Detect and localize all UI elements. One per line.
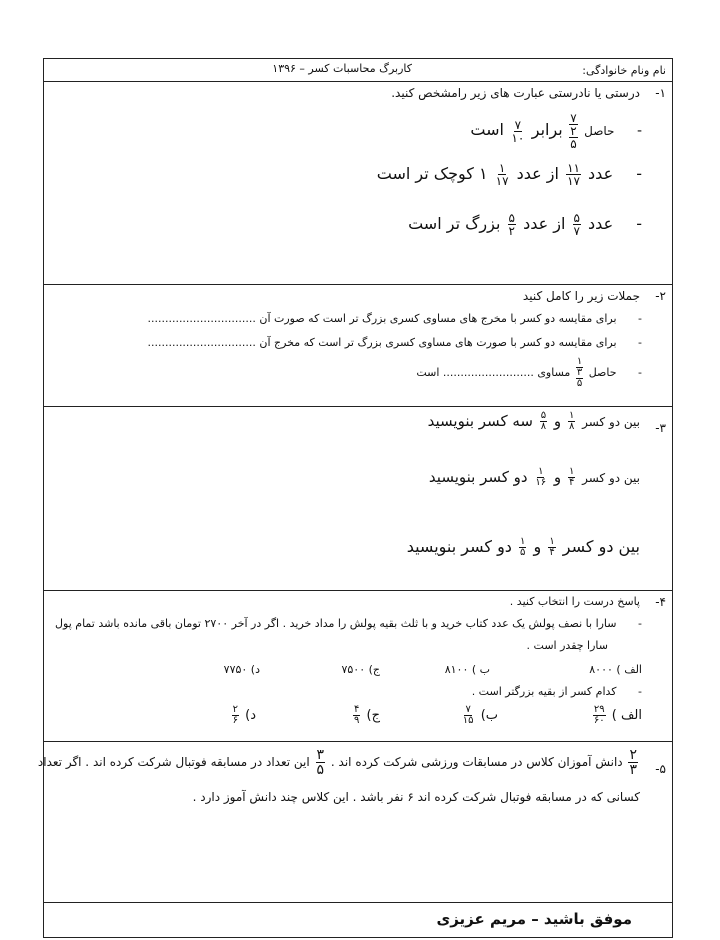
name-label: نام ونام خانوادگی:: [582, 64, 666, 77]
q4-option-a[interactable]: الف ) ۸۰۰۰: [589, 663, 642, 676]
item-text: و: [553, 412, 562, 430]
problem-text: کدام کسر از بقیه بزرگتر است .: [471, 685, 617, 698]
q3-item-2: [429, 467, 640, 488]
fraction: $\frac{۲}{۳}$: [629, 747, 637, 778]
fraction: $\frac{۱}{۱۶}$: [535, 466, 547, 488]
footer-text: موفق باشید – مریم عزیزی: [436, 910, 632, 928]
q4-fraction-option-d[interactable]: [230, 705, 256, 726]
q4-problem-2: [472, 685, 642, 698]
q2-item-2: [147, 336, 642, 349]
question-4: [43, 590, 673, 742]
fraction: $\frac{۲}{۶}$: [232, 704, 238, 726]
q4-option-d[interactable]: د) ۷۷۵۰: [223, 663, 260, 676]
item-text: ۱ کوچک تر است: [376, 164, 488, 183]
fraction: $\frac{۴}{۹}$: [354, 704, 360, 726]
bullet: -: [638, 312, 642, 325]
q2-number: ۲-: [655, 289, 666, 303]
q1-prompt: درستی یا نادرستی عبارت های زیر رامشخص کنید.: [391, 86, 640, 100]
q5-line-1: [38, 748, 640, 777]
question-5: [37, 741, 673, 903]
item-text: دو کسر بنویسید: [428, 468, 528, 486]
bullet: -: [636, 164, 642, 183]
item-text: برای مقایسه دو کسر با مخرج های مساوی کسری بزرگ تر است که صورت آن ...............................: [147, 312, 617, 325]
item-text: حاصل: [584, 124, 615, 138]
fraction: $\frac{۷}{۱۵}$: [462, 704, 474, 726]
fraction: $\frac{۵}{۸}$: [540, 410, 547, 432]
item-text: بین دو کسر: [562, 537, 640, 556]
problem-text: سارا با نصف پولش یک عدد کتاب خرید و با ثلث بقیه پولش را مداد خرید . اگر در آخر ۲۷۰۰ تومان باقی مانده باشد تمام پول: [55, 617, 617, 630]
q1-item-1: [470, 112, 642, 150]
item-text: برای مقایسه دو کسر با صورت های مساوی کسری بزرگ تر است که مخرج آن ...............................: [147, 336, 617, 349]
q4-problem-1-line-2: سارا چقدر است .: [526, 639, 608, 652]
bullet: -: [638, 366, 642, 379]
item-text: بزرگ تر است: [408, 214, 501, 233]
item-text: است: [470, 120, 504, 139]
q4-fraction-option-a[interactable]: [591, 705, 642, 726]
option-label: ج): [366, 708, 380, 723]
question-2: [43, 284, 673, 407]
item-text: مساوی .......................... است: [416, 366, 571, 379]
fraction: $\frac{۵}{۷}$: [573, 211, 580, 238]
item-text: بین دو کسر: [582, 415, 640, 429]
bullet: -: [636, 214, 642, 233]
option-label: د): [245, 708, 256, 723]
bullet: -: [638, 685, 642, 698]
q5-line-2: کسانی که در مسابقه فوتبال شرکت کرده اند ۶ نفر باشد . این کلاس چند دانش آموز دارد .: [192, 790, 640, 804]
problem-text: این تعداد در مسابقه فوتبال شرکت کرده اند . اگر تعداد: [37, 755, 310, 769]
item-text: بین دو کسر: [582, 471, 640, 485]
item-text: دو کسر بنویسید: [406, 537, 512, 556]
q3-item-3: [407, 537, 640, 558]
q1-item-2: [377, 162, 642, 187]
fraction: $\frac{۱}{۴}$: [549, 536, 555, 558]
q4-option-b[interactable]: ب ) ۸۱۰۰: [444, 663, 490, 676]
item-text: از عدد: [516, 164, 559, 183]
q4-fraction-option-c[interactable]: [351, 705, 380, 726]
question-1: [43, 81, 673, 285]
item-text: عدد: [588, 164, 614, 183]
q4-fraction-option-b[interactable]: [460, 705, 498, 726]
fraction: $\frac{۱}{۴}$: [568, 466, 575, 488]
header-row: [43, 58, 673, 82]
q2-item-1: [147, 312, 642, 325]
item-text: سه کسر بنویسید: [427, 412, 533, 430]
item-text: حاصل: [588, 366, 617, 379]
item-text: برابر: [531, 120, 563, 139]
fraction: ۷ ۲ ۵: [570, 111, 577, 151]
fraction: $\frac{۱}{۱۷}$: [495, 161, 509, 188]
fraction: $\frac{۱}{۸}$: [568, 410, 575, 432]
fraction: ۱ ۳ ۵: [576, 356, 583, 389]
q2-item-3: [416, 357, 642, 389]
fraction: $\frac{۷}{۱۰}$: [511, 117, 525, 145]
fraction: $\frac{۵}{۲}$: [508, 211, 515, 238]
q4-option-c[interactable]: ج) ۷۵۰۰: [341, 663, 380, 676]
worksheet: [37, 58, 675, 928]
q2-prompt: جملات زیر را کامل کنید: [522, 289, 640, 303]
q4-number: ۴-: [655, 595, 666, 609]
q3-number: ۳-: [655, 421, 666, 435]
item-text: عدد: [588, 214, 614, 233]
item-text: و: [553, 468, 562, 486]
option-label: الف ): [611, 708, 642, 723]
sheet-title: کاربرگ محاسبات کسر – ۱۳۹۶: [272, 62, 412, 75]
bullet: -: [638, 336, 642, 349]
item-text: از عدد: [523, 214, 566, 233]
q1-item-3: [408, 212, 642, 237]
fraction: $\frac{۳}{۵}$: [316, 747, 325, 778]
q4-prompt: پاسخ درست را انتخاب کنید .: [509, 595, 640, 608]
fraction: $\frac{۲۹}{۶۰}$: [593, 704, 605, 726]
question-3: [43, 406, 673, 591]
q3-item-1: [428, 411, 640, 432]
bullet: -: [636, 123, 642, 139]
q5-number: ۵-: [655, 762, 666, 776]
fraction: $\frac{۱}{۵}$: [520, 536, 526, 558]
item-text: و: [533, 537, 542, 556]
footer-row: [43, 902, 673, 938]
bullet: -: [638, 617, 642, 630]
q4-problem-1: [55, 617, 642, 630]
problem-text: دانش آموزان کلاس در مسابقات ورزشی شرکت کرده اند .: [330, 755, 623, 769]
option-label: ب): [480, 708, 498, 723]
fraction: $\frac{۱۱}{۱۷}$: [567, 161, 580, 188]
q1-number: ۱-: [655, 86, 666, 100]
